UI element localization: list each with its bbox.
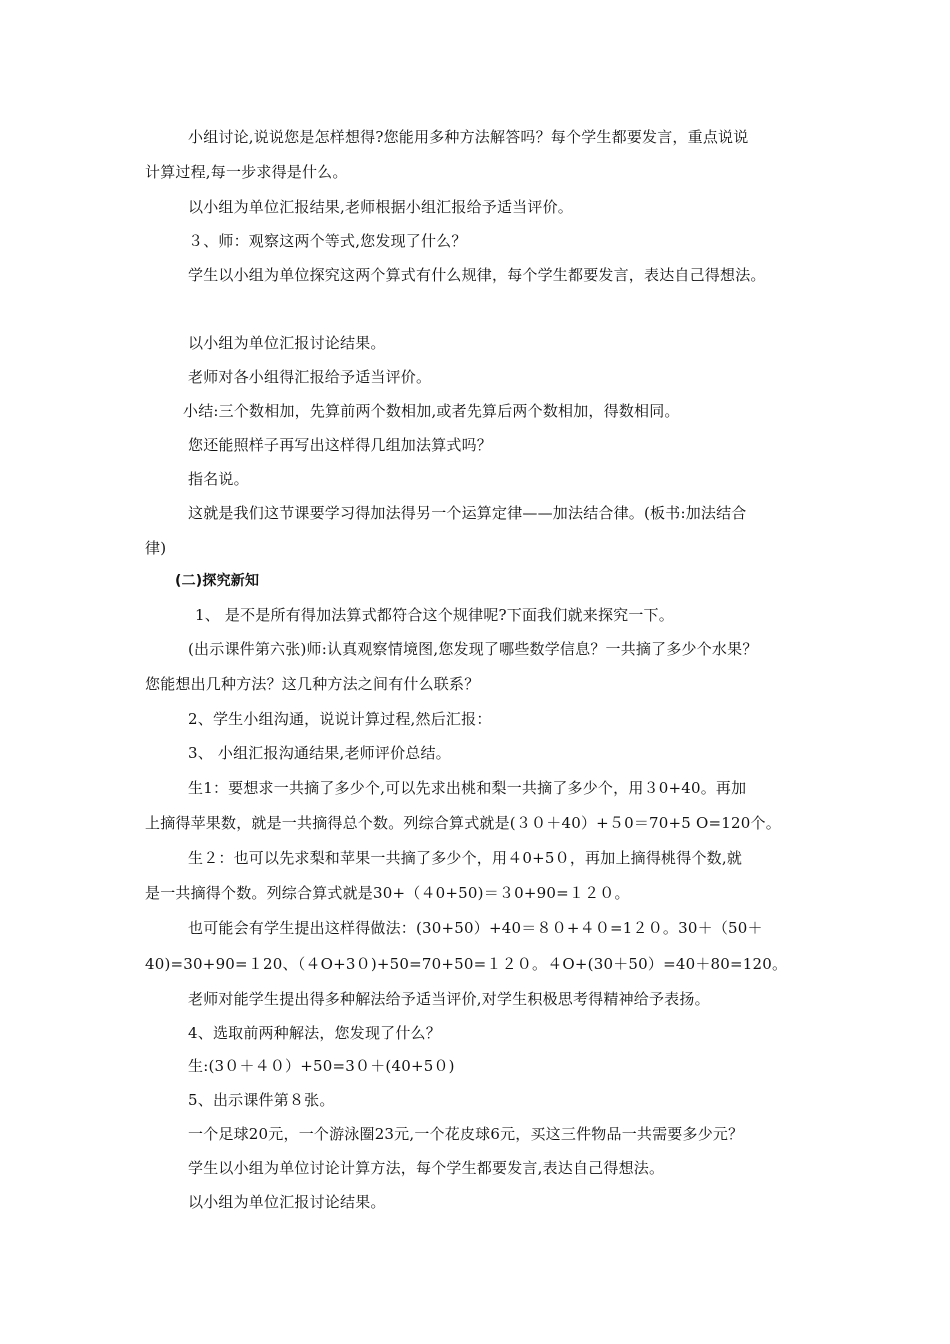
paragraph-line: 是一共摘得个数。列综合算式就是30+（４0+50)＝３0+90=１２０。 — [145, 884, 630, 902]
paragraph-line: 以小组为单位汇报讨论结果。 — [188, 1193, 386, 1211]
summary-line: 小结:三个数相加，先算前两个数相加,或者先算后两个数相加，得数相同。 — [183, 402, 680, 420]
paragraph-line: 5、出示课件第８张。 — [188, 1091, 335, 1109]
paragraph-line: 小组讨论,说说您是怎样想得?您能用多种方法解答吗？每个学生都要发言，重点说说 — [188, 128, 749, 146]
paragraph-line: 生:(3０＋４０）+50=3０＋(40+5０) — [188, 1057, 455, 1075]
paragraph-line: 上摘得苹果数，就是一共摘得总个数。列综合算式就是(３０＋40）+５0＝70+5 O=120个。 — [145, 814, 781, 832]
paragraph-line: 2、学生小组沟通，说说计算过程,然后汇报： — [188, 710, 492, 728]
paragraph-line: 律) — [145, 539, 167, 557]
paragraph-line: 这就是我们这节课要学习得加法得另一个运算定律——加法结合律。(板书:加法结合 — [188, 504, 747, 522]
paragraph-line: 4、选取前两种解法，您发现了什么？ — [188, 1024, 441, 1042]
paragraph-line: 一个足球20元，一个游泳圈23元,一个花皮球6元，买这三件物品一共需要多少元？ — [188, 1125, 744, 1143]
paragraph-line: ３、师：观察这两个等式,您发现了什么？ — [188, 232, 467, 250]
paragraph-line: 您还能照样子再写出这样得几组加法算式吗？ — [188, 436, 493, 454]
paragraph-line: (出示课件第六张)师:认真观察情境图,您发现了哪些数学信息？一共摘了多少个水果？ — [188, 640, 758, 658]
paragraph-line: 生1：要想求一共摘了多少个,可以先求出桃和梨一共摘了多少个，用３0+40。再加 — [188, 779, 747, 797]
section-heading: (二)探究新知 — [175, 573, 260, 589]
paragraph-line: 生２：也可以先求梨和苹果一共摘了多少个，用４0+5０，再加上摘得桃得个数,就 — [188, 849, 743, 867]
paragraph-line: 1、 是不是所有得加法算式都符合这个规律呢?下面我们就来探究一下。 — [195, 606, 674, 624]
paragraph-line: 指名说。 — [188, 470, 249, 488]
paragraph-line: 老师对各小组得汇报给予适当评价。 — [188, 368, 432, 386]
paragraph-line: 学生以小组为单位探究这两个算式有什么规律，每个学生都要发言，表达自己得想法。 — [188, 266, 766, 284]
paragraph-line: 您能想出几种方法？这几种方法之间有什么联系？ — [145, 675, 480, 693]
paragraph-line: 3、 小组汇报沟通结果,老师评价总结。 — [188, 744, 451, 762]
paragraph-line: 计算过程,每一步求得是什么。 — [145, 163, 348, 181]
paragraph-line: 以小组为单位汇报讨论结果。 — [188, 334, 386, 352]
paragraph-line: 40)=30+90=１20、（４O+3０)+50=70+50=１２０。４O+(30＋50）=40＋80=120。 — [145, 955, 788, 973]
paragraph-line: 老师对能学生提出得多种解法给予适当评价,对学生积极思考得精神给予表扬。 — [188, 990, 710, 1008]
paragraph-line: 学生以小组为单位讨论计算方法，每个学生都要发言,表达自己得想法。 — [188, 1159, 665, 1177]
paragraph-line: 以小组为单位汇报结果,老师根据小组汇报给予适当评价。 — [188, 198, 573, 216]
paragraph-line: 也可能会有学生提出这样得做法：(30+50）+40＝８０+４０=1２０。30＋（50＋ — [188, 919, 763, 937]
